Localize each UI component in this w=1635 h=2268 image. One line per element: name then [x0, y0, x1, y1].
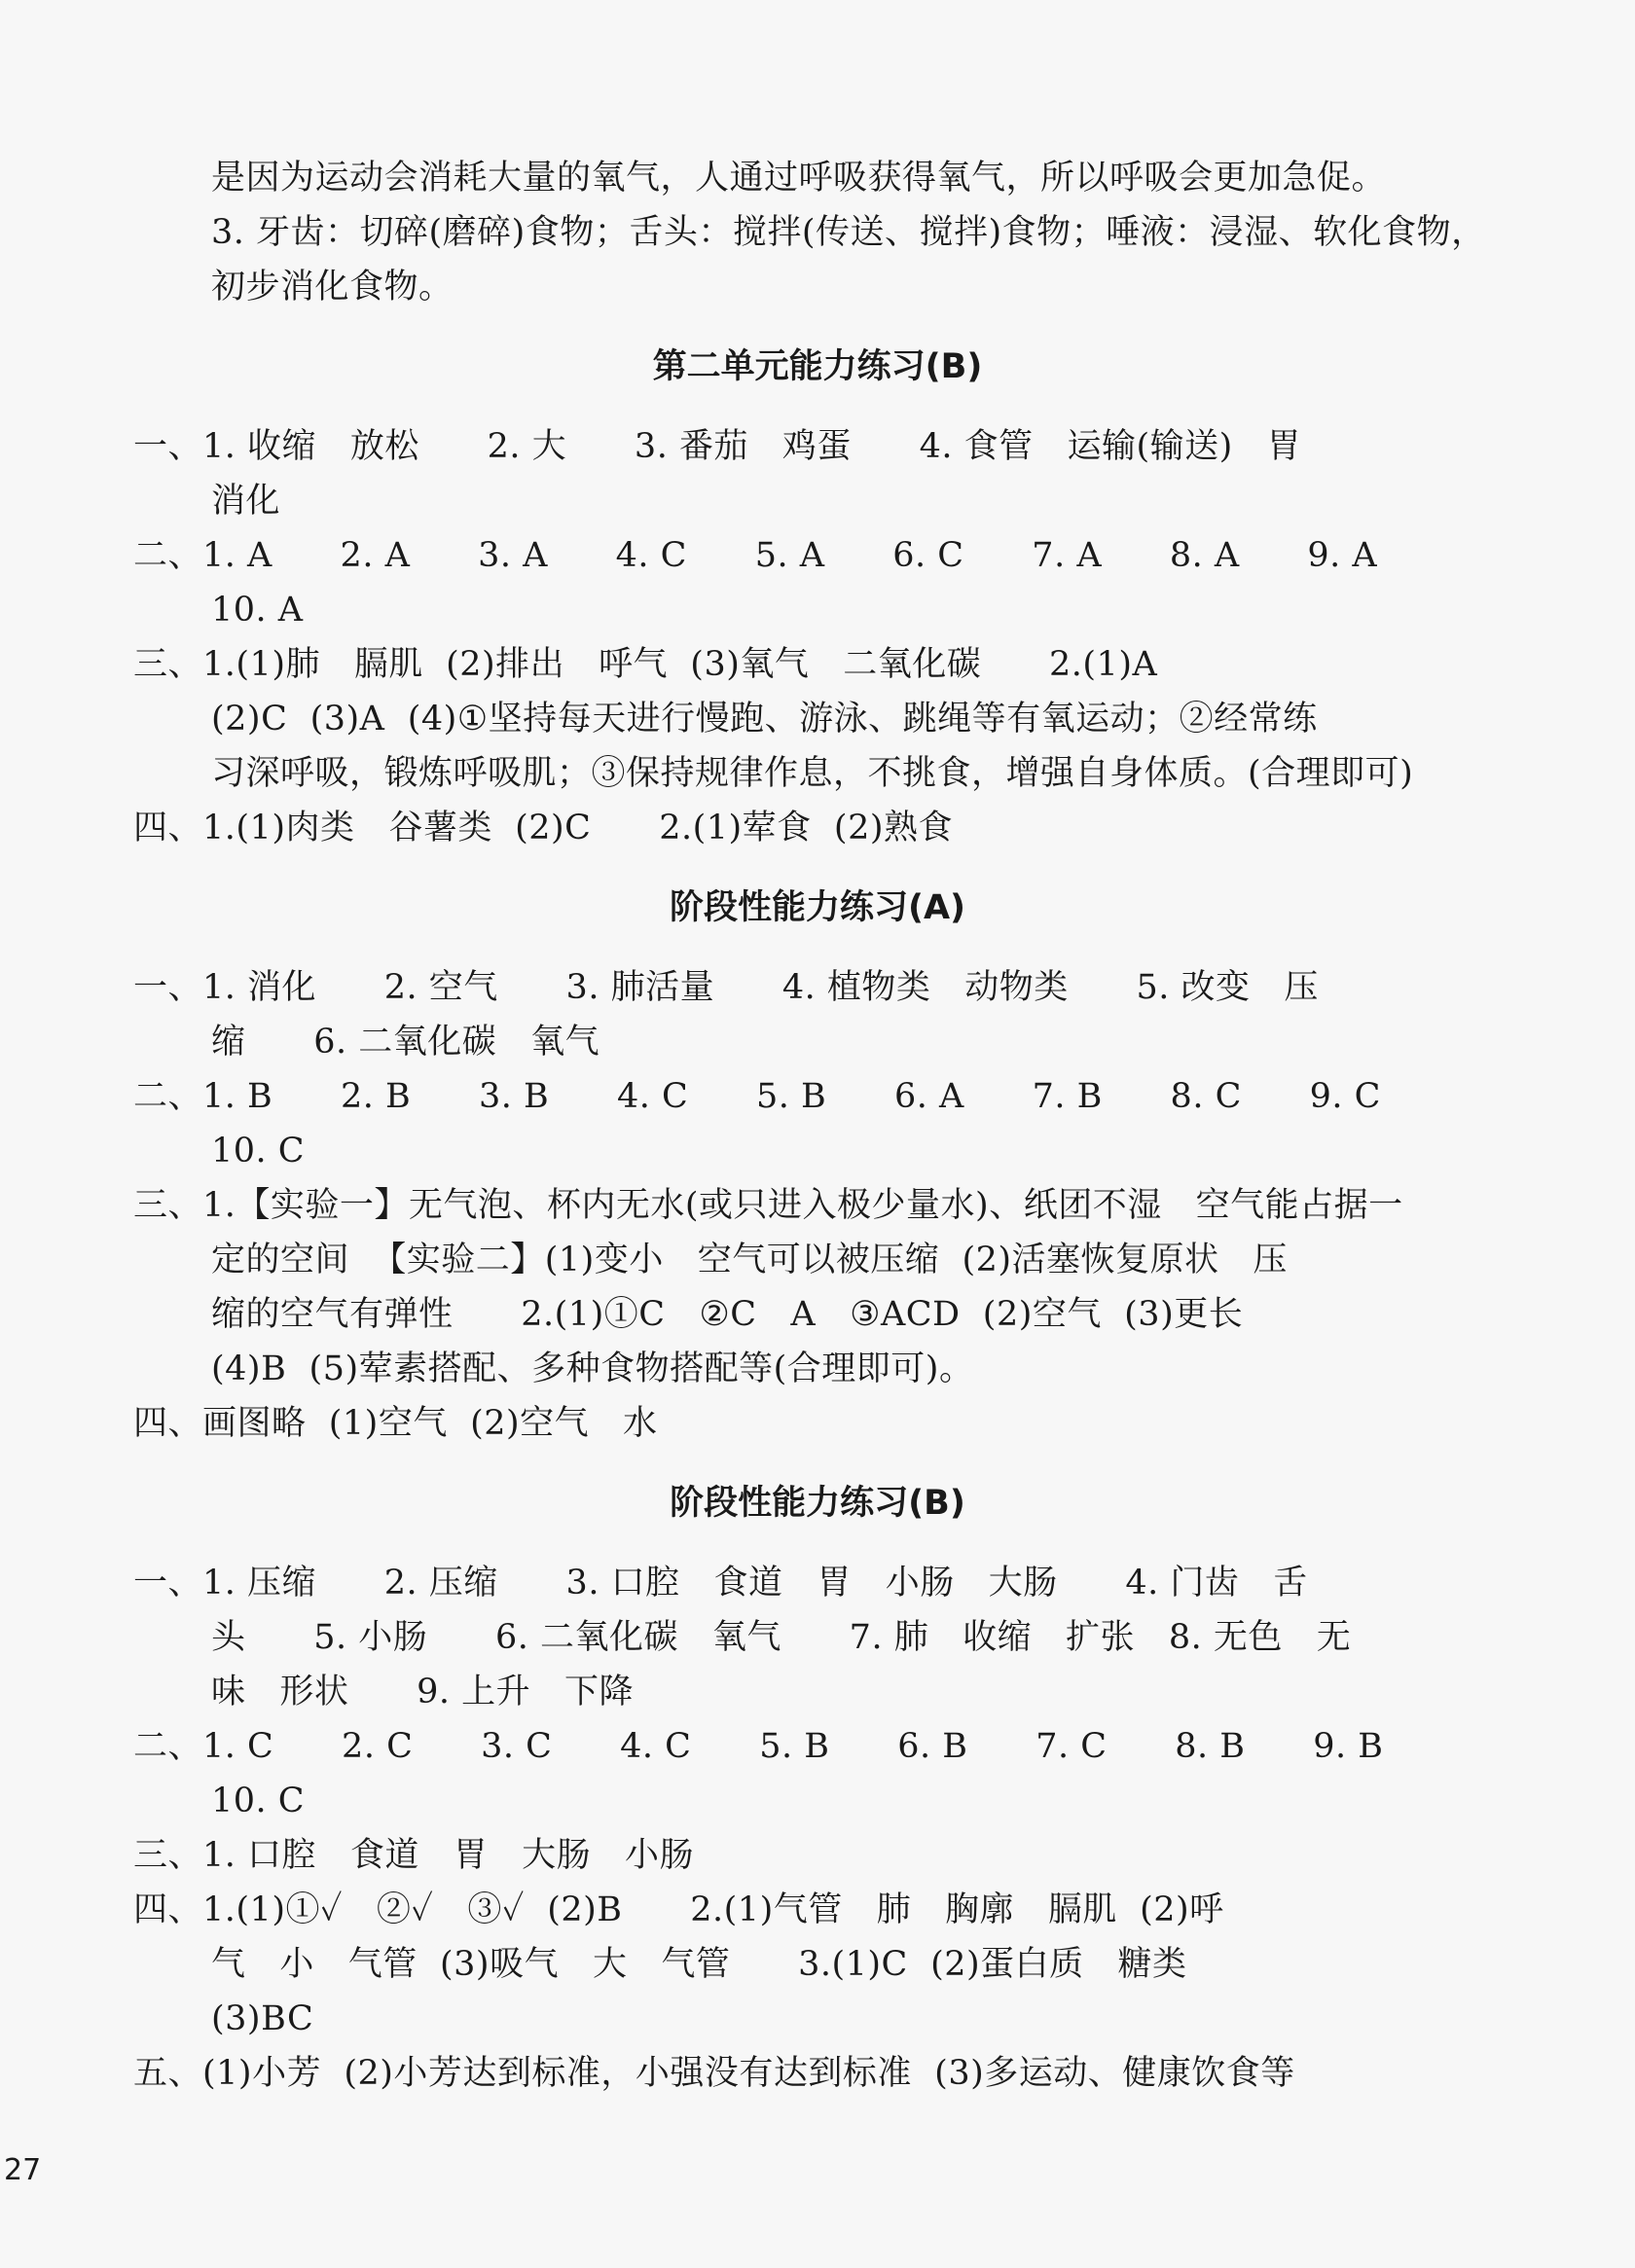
s1-line-8: 四、1.(1)肉类 谷薯类 (2)C 2.(1)荤食 (2)熟食: [133, 809, 954, 847]
s1-line-4: 10. A: [211, 591, 304, 630]
s2-line-6: 定的空间 【实验二】(1)变小 空气可以被压缩 (2)活塞恢复原状 压: [211, 1241, 1288, 1279]
s3-line-10: 五、(1)小芳 (2)小芳达到标准，小强没有达到标准 (3)多运动、健康饮食等: [133, 2054, 1295, 2093]
section-title-stage-b: 阶段性能力练习(B): [670, 1484, 965, 1523]
s1-line-1: 一、1. 收缩 放松 2. 大 3. 番茄 鸡蛋 4. 食管 运输(输送) 胃: [133, 427, 1302, 466]
s1-line-7: 习深呼吸，锻炼呼吸肌；③保持规律作息，不挑食，增强自身体质。(合理即可): [211, 754, 1414, 793]
s3-line-1: 一、1. 压缩 2. 压缩 3. 口腔 食道 胃 小肠 大肠 4. 门齿 舌: [133, 1564, 1308, 1602]
s3-line-3: 味 形状 9. 上升 下降: [211, 1673, 635, 1711]
page-number: 27: [4, 2153, 42, 2187]
s2-line-1: 一、1. 消化 2. 空气 3. 肺活量 4. 植物类 动物类 5. 改变 压: [133, 968, 1319, 1007]
s3-line-7: 四、1.(1)①✓ ②✓ ③✓ (2)B 2.(1)气管 肺 胸廓 膈肌 (2)呼: [133, 1890, 1224, 1929]
s3-line-9: (3)BC: [211, 1999, 314, 2038]
s2-line-3: 二、1. B 2. B 3. B 4. C 5. B 6. A 7. B 8. C 9. C: [133, 1077, 1381, 1116]
s3-line-6: 三、1. 口腔 食道 胃 大肠 小肠: [133, 1836, 695, 1875]
intro-line-2: 3. 牙齿：切碎(磨碎)食物；舌头：搅拌(传送、搅拌)食物；唾液：浸湿、软化食物，: [211, 213, 1486, 252]
s3-line-5: 10. C: [211, 1782, 306, 1820]
s1-line-2: 消化: [211, 482, 281, 521]
s1-line-5: 三、1.(1)肺 膈肌 (2)排出 呼气 (3)氧气 二氧化碳 2.(1)A: [133, 645, 1158, 684]
s1-line-3: 二、1. A 2. A 3. A 4. C 5. A 6. C 7. A 8. A 9. A: [133, 536, 1378, 575]
s2-line-2: 缩 6. 二氧化碳 氧气: [211, 1023, 600, 1062]
s2-line-8: (4)B (5)荤素搭配、多种食物搭配等(合理即可)。: [211, 1350, 974, 1388]
s3-line-2: 头 5. 小肠 6. 二氧化碳 氧气 7. 肺 收缩 扩张 8. 无色 无: [211, 1618, 1352, 1657]
intro-line-3: 初步消化食物。: [211, 268, 454, 306]
section-title-unit2-b: 第二单元能力练习(B): [652, 347, 983, 386]
s1-line-6: (2)C (3)A (4)①坚持每天进行慢跑、游泳、跳绳等有氧运动；②经常练: [211, 700, 1318, 738]
intro-line-1: 是因为运动会消耗大量的氧气，人通过呼吸获得氧气，所以呼吸会更加急促。: [211, 159, 1387, 198]
s2-line-5: 三、1.【实验一】无气泡、杯内无水(或只进入极少量水)、纸团不湿 空气能占据一: [133, 1186, 1403, 1225]
s3-line-8: 气 小 气管 (3)吸气 大 气管 3.(1)C (2)蛋白质 糖类: [211, 1945, 1187, 1984]
s2-line-4: 10. C: [211, 1132, 306, 1170]
s2-line-7: 缩的空气有弹性 2.(1)①C ②C A ③ACD (2)空气 (3)更长: [211, 1295, 1244, 1334]
section-title-stage-a: 阶段性能力练习(A): [669, 888, 966, 927]
s3-line-4: 二、1. C 2. C 3. C 4. C 5. B 6. B 7. C 8. B 9. B: [133, 1727, 1384, 1766]
s2-line-9: 四、画图略 (1)空气 (2)空气 水: [133, 1404, 658, 1443]
